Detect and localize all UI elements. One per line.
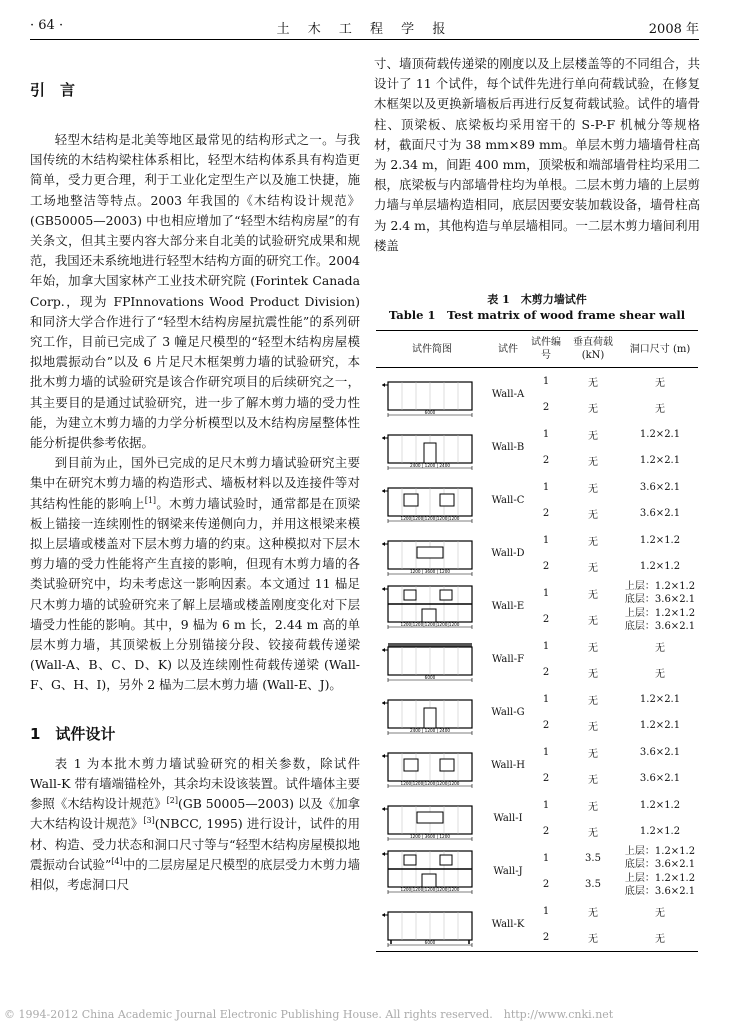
table-row xyxy=(376,792,698,819)
opening-size: 无 xyxy=(622,925,698,952)
paragraph: 到目前为止，国外已完成的足尺木剪力墙试验研究主要集中在研究木剪力墙的构造形式、墙板材料以及连接件等对其结构性能的影响上[1]。木剪力墙试验时，通常都是在顶梁板上锚接一连续刚性的钢梁来传递侧向力，并用这根梁来模拟上层墙或楼盖对下层木剪力墙的约束。这种模拟对下层木剪力墙的受力性能将产生直接的影响，但现有木剪力墙的各类试验研究中，均未考虑这一影响因素。本文通过 11 榀足尺木剪力墙的试验研究来了解上层墙或楼盖刚度变化对下层墙受力性能的影响。其中，9 榀为 6 m 长，2.44 m 高的单层木剪力墙，其顶梁板上分别锚接分段、铰接荷载传递梁 (Wall-A、B、C、D、K) 以及连续刚性荷载传递梁 (Wall-F、G、H、I)，另外 2 榀为二层木剪力墙 (Wall-E、J)。 xyxy=(30,455,361,693)
opening-upper: 上层：1.2×1.2 xyxy=(624,872,696,884)
sketch-dimension-label: 1200|1200|1200|1200|1200 xyxy=(400,515,460,521)
vertical-load: 无 xyxy=(588,801,598,813)
vertical-load: 无 xyxy=(588,695,598,707)
specimen-sketch xyxy=(376,898,488,952)
specimen-name: Wall-A xyxy=(491,389,525,400)
vertical-load: 无 xyxy=(588,510,598,522)
table-row xyxy=(376,474,698,501)
table-row xyxy=(376,580,698,607)
specimen-name: Wall-G xyxy=(491,707,525,718)
section-heading-intro: 引 言 xyxy=(30,81,76,99)
sketch-dimension-label: 1200 | 3600 | 1200 xyxy=(409,833,451,839)
vertical-load: 3.5 xyxy=(585,879,601,891)
specimen-sketch xyxy=(376,421,488,474)
header-rule xyxy=(30,39,699,40)
vertical-load: 无 xyxy=(588,748,598,760)
paragraph: 轻型木结构是北美等地区最常见的结构形式之一。与我国传统的木结构梁柱体系相比，轻型木结构体系具有构造更简单，受力更合理，利于工业化定型生产以及施工快捷，施工场地整洁等特点。2003 年我国的《木结构设计规范》(GB50005—2003) 中也相应增加了“轻型木结构房屋”的有关条文，但其主要内容大部分来自北美的试验研究成果和规范，我国还未系统地进行轻型木结构方面的研究工作。2004 年始，加拿大国家林产工业技术研究院 (Forintek Canada Corp.，现为 FPInnovations Wood Product Division) 和同济大学合作进行了“轻型木结构房屋抗震性能”的系列研究工作，目前已完成了 3 幢足尺模型的“轻型木结构房屋模拟地震振动台”以及 6 片足尺木框架剪力墙的试验研究，本批木剪力墙的试验研究是该合作研究项目的后续研究之一，其主要目的是通过试验研究，进一步了解木剪力墙的受力性能，为建立木剪力墙的力学分析模型以及木结构房屋整体性能分析提供参考依据。 xyxy=(30,132,360,451)
opening-upper: 上层：1.2×1.2 xyxy=(624,581,696,593)
specimen-number: 2 xyxy=(542,826,550,838)
vertical-load: 无 xyxy=(588,616,598,628)
table-header-row xyxy=(376,331,698,368)
specimen-sketch xyxy=(376,474,488,527)
table-row xyxy=(376,739,698,766)
opening-size: 1.2×2.1 xyxy=(639,455,681,467)
col-header-sketch: 试件简图 xyxy=(376,331,488,368)
opening-upper: 上层：1.2×1.2 xyxy=(624,846,696,858)
specimen-number: 2 xyxy=(542,773,550,785)
vertical-load: 无 xyxy=(588,457,598,469)
vertical-load: 无 xyxy=(588,404,598,416)
specimen-number: 2 xyxy=(542,614,550,626)
sketch-dimension-label: 6000 xyxy=(424,939,436,945)
vertical-load: 无 xyxy=(588,483,598,495)
paragraph: 寸、墙顶荷载传递梁的刚度以及上层楼盖等的不同组合，共设计了 11 个试件，每个试件先进行单向荷载试验，在修复木框架以及更换新墙板后再进行反复荷载试验。试件的墙骨柱、顶梁板、底梁板均采用窑干的 S-P-F 机械分等规格材，截面尺寸为 38 mm×89 mm。单层木剪力墙墙骨柱高为 2.34 m，间距 400 mm，顶梁板和端部墙骨柱均采用二根，底梁板与内部墙骨柱均为单根。二层木剪力墙的上层剪力墙与单层墙构造相同，底层因要安装加载设备，墙骨柱高为 2.4 m，其他构造与单层墙相同。一二层木剪力墙间利用楼盖 xyxy=(374,56,700,253)
specimen-name: Wall-K xyxy=(488,898,528,952)
sketch-dimension-label: 2400 | 1200 | 2400 xyxy=(409,462,451,468)
opening-size: 1.2×2.1 xyxy=(639,428,681,440)
page-number: · 64 · xyxy=(30,18,64,33)
sketch-dimension-label: 6000 xyxy=(424,409,436,415)
vertical-load: 无 xyxy=(588,377,598,389)
specimen-number: 2 xyxy=(542,720,550,732)
opening-size: 1.2×1.2 xyxy=(639,799,681,811)
opening-upper: 上层：1.2×1.2 xyxy=(624,607,696,619)
opening-size xyxy=(622,607,698,634)
specimen-number: 2 xyxy=(542,455,550,467)
opening-size: 无 xyxy=(655,642,665,654)
journal-title: 土 木 工 程 学 报 xyxy=(276,22,453,37)
specimen-number: 1 xyxy=(542,693,550,705)
sketch-dimension-label: 1200|1200|1200|1200|1200 xyxy=(400,621,460,627)
opening-lower: 底层：3.6×2.1 xyxy=(624,594,696,606)
vertical-load: 无 xyxy=(588,589,598,601)
running-header xyxy=(30,18,699,38)
right-column xyxy=(374,54,700,256)
opening-size: 无 xyxy=(655,907,665,919)
col-header-specimen: 试件 xyxy=(488,331,528,368)
opening-size: 1.2×1.2 xyxy=(639,826,681,838)
specimen-sketch xyxy=(376,686,488,739)
sketch-dimension-label: 1200|1200|1200|1200|1200 xyxy=(400,886,460,892)
specimen-number: 2 xyxy=(542,667,550,679)
specimen-name: Wall-E xyxy=(491,601,525,612)
opening-size xyxy=(622,872,698,899)
opening-lower: 底层：3.6×2.1 xyxy=(624,859,696,871)
vertical-load: 3.5 xyxy=(585,852,601,864)
specimen-name: Wall-B xyxy=(491,442,525,453)
table-caption-en: Table 1 Test matrix of wood frame shear wall xyxy=(388,308,686,322)
col-header-opening: 洞口尺寸 (m) xyxy=(622,331,698,368)
col-header-number: 试件编号 xyxy=(528,331,564,368)
section-heading-specimen-design: 1 试件设计 xyxy=(30,724,116,743)
vertical-load: 无 xyxy=(588,642,598,654)
opening-size xyxy=(622,845,698,872)
opening-size: 3.6×2.1 xyxy=(639,746,681,758)
specimen-name: Wall-D xyxy=(491,548,525,559)
citation[interactable]: [4] xyxy=(111,856,123,866)
opening-lower: 底层：3.6×2.1 xyxy=(624,885,696,897)
specimen-name: Wall-H xyxy=(491,760,525,771)
specimen-number: 2 xyxy=(542,508,550,520)
specimen-sketch xyxy=(376,739,488,792)
table-row xyxy=(376,421,698,448)
vertical-load: 无 xyxy=(588,536,598,548)
specimen-name: Wall-C xyxy=(491,495,525,506)
specimen-sketch xyxy=(376,368,488,422)
citation[interactable]: [1] xyxy=(144,495,157,505)
specimen-number: 1 xyxy=(542,746,550,758)
sketch-dimension-label: 1200|1200|1200|1200|1200 xyxy=(400,780,460,786)
opening-size: 无 xyxy=(655,377,665,389)
specimen-number: 1 xyxy=(542,428,550,440)
vertical-load: 无 xyxy=(588,669,598,681)
specimen-number: 2 xyxy=(542,879,550,891)
citation[interactable]: [3] xyxy=(143,816,155,826)
specimen-number: 1 xyxy=(542,375,550,387)
col-header-load: 垂直荷载 (kN) xyxy=(564,331,622,368)
specimen-name: Wall-J xyxy=(493,866,523,877)
copyright-footer: © 1994-2012 China Academic Journal Electronic Publishing House. All rights reserved. http://www.cnki.net xyxy=(4,1008,614,1021)
specimen-sketch xyxy=(376,633,488,686)
specimen-number: 1 xyxy=(542,905,550,917)
opening-size: 1.2×2.1 xyxy=(639,720,681,732)
opening-size: 1.2×1.2 xyxy=(639,534,681,546)
opening-lower: 底层：3.6×2.1 xyxy=(624,620,696,632)
specimen-number: 2 xyxy=(542,402,550,414)
vertical-load: 无 xyxy=(588,828,598,840)
specimen-number: 1 xyxy=(542,534,550,546)
specimen-number: 1 xyxy=(542,852,550,864)
specimen-sketch xyxy=(376,527,488,580)
specimen-name: Wall-F xyxy=(491,654,525,665)
vertical-load: 无 xyxy=(588,907,598,919)
specimen-number: 2 xyxy=(528,925,564,952)
specimen-sketch xyxy=(376,580,488,633)
sketch-dimension-label: 2400 | 1200 | 2400 xyxy=(409,727,451,733)
sketch-dimension-label: 6000 xyxy=(424,674,436,680)
table-row xyxy=(376,527,698,554)
paragraph: 表 1 为本批木剪力墙试验研究的相关参数，除试件 Wall-K 带有墙端锚栓外，其余均未设该装置。试件墙体主要参照《木结构设计规范》[2](GB 50005—2003) 以及《加拿大木结构设计规范》[3](NBCC, 1995) 进行设计，试件的用材、构造、受力状态和洞口尺寸等与“轻型木结构房屋模拟地震振动台试验”[4]中的二层房屋足尺模型的底层受力木剪力墙相似，考虑洞口尺 xyxy=(30,755,361,892)
table-row xyxy=(376,898,698,925)
specimen-number: 2 xyxy=(542,561,550,573)
vertical-load: 无 xyxy=(588,430,598,442)
left-column xyxy=(30,70,360,895)
specimen-number: 1 xyxy=(542,481,550,493)
table-caption-cn: 表 1 木剪力墙试件 xyxy=(487,293,587,306)
table-row xyxy=(376,368,698,395)
opening-size: 无 xyxy=(655,404,665,416)
vertical-load: 无 xyxy=(564,925,622,952)
specimen-sketch xyxy=(376,792,488,845)
opening-size: 无 xyxy=(655,669,665,681)
table-caption xyxy=(374,292,700,323)
opening-size: 3.6×2.1 xyxy=(639,773,681,785)
opening-size: 3.6×2.1 xyxy=(639,481,681,493)
table-row xyxy=(376,686,698,713)
vertical-load: 无 xyxy=(588,722,598,734)
opening-size: 3.6×2.1 xyxy=(639,508,681,520)
citation[interactable]: [2] xyxy=(166,795,178,805)
vertical-load: 无 xyxy=(588,775,598,787)
specimen-number: 1 xyxy=(542,799,550,811)
opening-size: 1.2×1.2 xyxy=(639,561,681,573)
test-matrix-table xyxy=(376,330,698,952)
sketch-dimension-label: 1200 | 3600 | 1200 xyxy=(409,568,451,574)
vertical-load: 无 xyxy=(588,563,598,575)
table-row xyxy=(376,845,698,872)
opening-size: 1.2×2.1 xyxy=(639,693,681,705)
specimen-number: 1 xyxy=(542,640,550,652)
issue-year: 2008 年 xyxy=(648,22,699,37)
specimen-number: 1 xyxy=(542,587,550,599)
specimen-sketch xyxy=(376,845,488,898)
table-row xyxy=(376,633,698,660)
opening-size xyxy=(622,580,698,607)
specimen-name: Wall-I xyxy=(493,813,523,824)
